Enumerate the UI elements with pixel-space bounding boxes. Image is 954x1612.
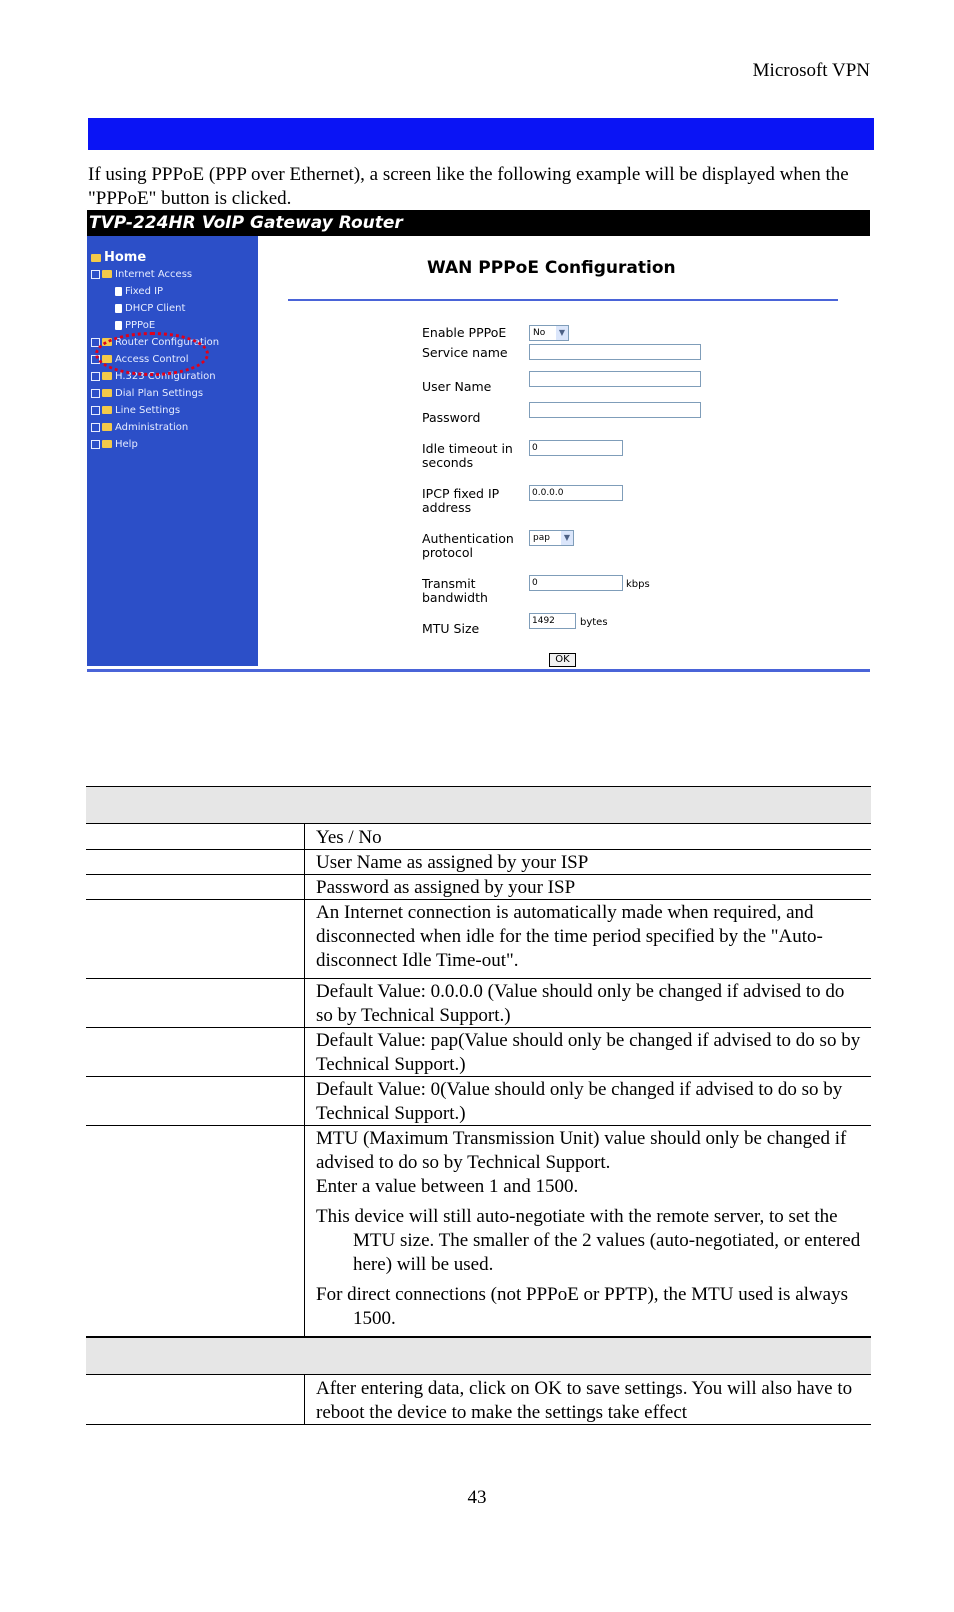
mtu-text: For direct connections (not PPPoE or PPTP), the MTU used is always 1500. xyxy=(316,1284,848,1329)
nav-h323[interactable]: H.323 Configuration xyxy=(91,371,216,382)
section-heading-bar xyxy=(88,118,874,150)
page-icon xyxy=(115,287,122,296)
config-heading: WAN PPPoE Configuration xyxy=(427,258,676,278)
folder-icon xyxy=(102,389,112,397)
table-rule xyxy=(86,978,871,979)
folder-icon xyxy=(102,440,112,448)
column-divider xyxy=(304,824,305,1337)
user-name-input[interactable] xyxy=(529,371,701,387)
table-section-row xyxy=(86,1338,871,1374)
table-cell: Default Value: 0.0.0.0 (Value should only be changed if advised to do so by Technical Support.) xyxy=(316,981,845,1026)
transmit-bandwidth-label: Transmit bandwidth xyxy=(422,576,488,605)
expand-icon xyxy=(91,372,100,381)
chevron-down-icon: ▼ xyxy=(561,531,573,545)
table-cell: An Internet connection is automatically made when required, and disconnected when idle for the time period specified by the "Auto-disconnect Idle Time-out". xyxy=(316,902,823,971)
nav-dial-plan[interactable]: Dial Plan Settings xyxy=(91,388,203,399)
page-number: 43 xyxy=(467,1487,487,1508)
chevron-down-icon: ▼ xyxy=(556,326,568,340)
table-rule xyxy=(86,1374,871,1375)
transmit-bandwidth-input[interactable]: 0 xyxy=(529,575,623,591)
expand-icon xyxy=(91,440,100,449)
idle-timeout-label: Idle timeout in seconds xyxy=(422,441,513,470)
page-icon xyxy=(115,304,122,313)
expand-icon xyxy=(91,423,100,432)
router-screenshot xyxy=(87,210,870,672)
folder-icon xyxy=(102,372,112,380)
service-name-input[interactable] xyxy=(529,344,701,360)
running-header: Microsoft VPN xyxy=(752,60,870,81)
folder-icon xyxy=(102,270,112,278)
table-rule xyxy=(86,823,871,824)
password-label: Password xyxy=(422,410,481,425)
nav-line-settings[interactable]: Line Settings xyxy=(91,405,180,416)
folder-icon xyxy=(102,423,112,431)
folder-icon xyxy=(91,254,101,262)
service-name-label: Service name xyxy=(422,345,508,360)
table-cell: Yes / No xyxy=(316,827,382,848)
user-name-label: User Name xyxy=(422,379,492,394)
table-header-row xyxy=(86,787,871,823)
nav-dhcp-client[interactable]: DHCP Client xyxy=(115,303,185,314)
router-sidebar xyxy=(87,236,258,666)
intro-paragraph: If using PPPoE (PPP over Ethernet), a screen like the following example will be displayed when the "PPPoE" button is clicked. xyxy=(88,164,849,209)
mtu-text: MTU (Maximum Transmission Unit) value should only be changed if advised to do so by Technical Support. xyxy=(316,1128,847,1173)
expand-icon xyxy=(91,270,100,279)
folder-icon xyxy=(102,406,112,414)
nav-internet-access[interactable]: Internet Access xyxy=(91,269,192,280)
mtu-text: Enter a value between 1 and 1500. xyxy=(316,1176,579,1197)
nav-home[interactable]: Home xyxy=(91,250,146,265)
page-icon xyxy=(115,321,122,330)
password-input[interactable] xyxy=(529,402,701,418)
enable-pppoe-label: Enable PPPoE xyxy=(422,325,507,340)
mtu-size-input[interactable]: 1492 xyxy=(529,613,576,629)
nav-help[interactable]: Help xyxy=(91,439,138,450)
auth-label: Authentication protocol xyxy=(422,531,514,560)
expand-icon xyxy=(91,389,100,398)
table-cell: Default Value: pap(Value should only be changed if advised to do so by Technical Support.) xyxy=(316,1030,861,1075)
table-cell: Default Value: 0(Value should only be changed if advised to do so by Technical Support.) xyxy=(316,1079,843,1124)
idle-timeout-input[interactable]: 0 xyxy=(529,440,623,456)
nav-fixed-ip[interactable]: Fixed IP xyxy=(115,286,163,297)
enable-pppoe-select[interactable]: No ▼ xyxy=(529,325,569,341)
table-rule xyxy=(86,786,871,787)
highlight-circle xyxy=(95,332,209,376)
router-title-bar: TVP-224HR VoIP Gateway Router xyxy=(87,210,870,236)
column-divider xyxy=(304,1375,305,1424)
ok-button[interactable]: OK xyxy=(549,653,576,667)
expand-icon xyxy=(91,406,100,415)
kbps-unit: kbps xyxy=(626,579,650,590)
nav-administration[interactable]: Administration xyxy=(91,422,188,433)
auth-select[interactable]: pap ▼ xyxy=(529,530,574,546)
ipcp-input[interactable]: 0.0.0.0 xyxy=(529,485,623,501)
nav-pppoe[interactable]: PPPoE xyxy=(115,320,155,331)
config-divider xyxy=(288,299,838,301)
table-cell: User Name as assigned by your ISP xyxy=(316,852,589,873)
table-cell: After entering data, click on OK to save settings. You will also have to reboot the device to make the settings take effect xyxy=(316,1378,853,1423)
nav-access-control[interactable]: Access Control xyxy=(91,354,189,365)
table-cell: Password as assigned by your ISP xyxy=(316,877,576,898)
ipcp-label: IPCP fixed IP address xyxy=(422,486,500,515)
mtu-text: This device will still auto-negotiate with the remote server, to set the MTU size. The smaller of the 2 values (auto-negotiated, or entered here) will be used. xyxy=(316,1206,861,1275)
bytes-unit: bytes xyxy=(580,617,608,628)
nav-router-configuration[interactable]: Router Configuration xyxy=(91,337,219,348)
mtu-description xyxy=(316,1127,862,1331)
mtu-size-label: MTU Size xyxy=(422,621,480,636)
